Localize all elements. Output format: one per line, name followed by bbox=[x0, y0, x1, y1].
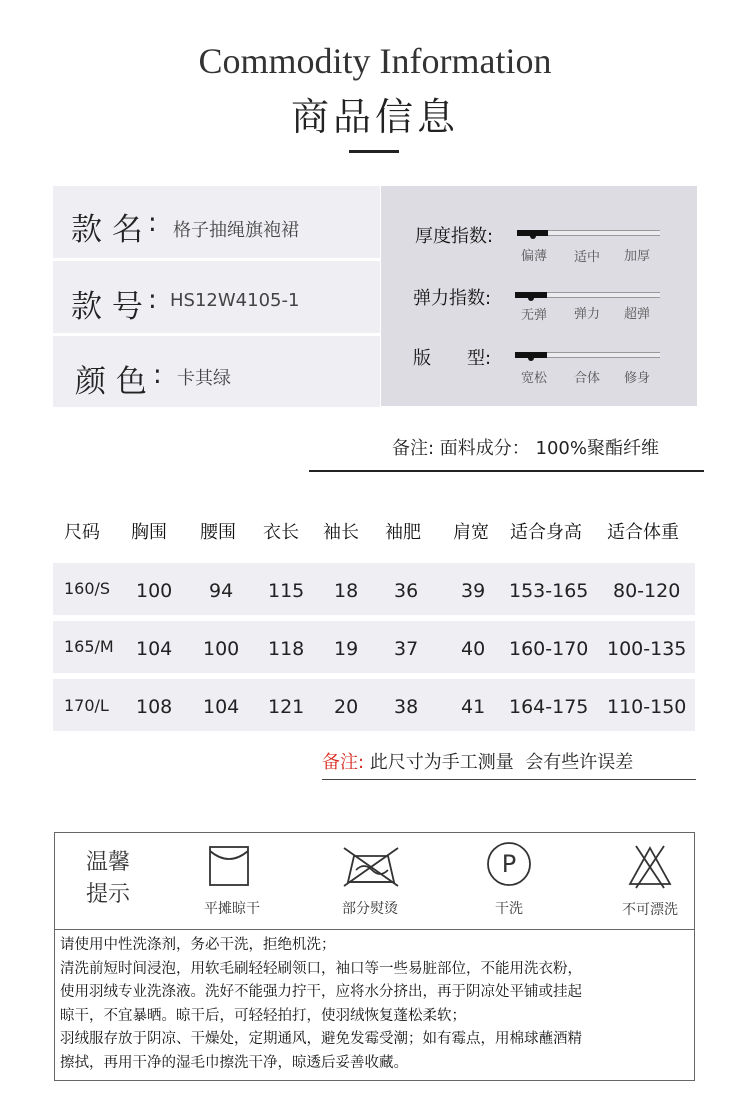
size-remark-text: 此尺寸为手工测量 会有些许误差 bbox=[364, 752, 634, 773]
care-tips-title-line2: 提示 bbox=[86, 882, 131, 907]
table-cell: 170/L bbox=[64, 696, 109, 715]
gauge-label-fit: 版 型: bbox=[413, 348, 492, 369]
gauge-marker bbox=[530, 233, 536, 239]
dry-clean-icon bbox=[485, 840, 533, 888]
style-no-value: HS12W4105-1 bbox=[170, 290, 300, 311]
color-label: 颜 色 bbox=[75, 364, 147, 400]
care-instruction-line: 擦拭，再用干净的湿毛巾擦洗干净，晾透后妥善收藏。 bbox=[60, 1054, 408, 1071]
gauge-tick: 弹力 bbox=[574, 307, 601, 322]
gauge-tick: 修身 bbox=[624, 371, 651, 386]
fabric-remark-underline bbox=[309, 470, 704, 472]
size-remark bbox=[322, 748, 633, 774]
table-cell: 20 bbox=[334, 696, 359, 718]
table-header: 肩宽 bbox=[453, 522, 489, 543]
gauge-tick: 无弹 bbox=[521, 308, 548, 323]
style-name-value: 格子抽绳旗袍裙 bbox=[173, 220, 299, 241]
size-remark-underline bbox=[322, 779, 696, 780]
gauge-marker bbox=[528, 295, 534, 301]
care-instruction-line: 请使用中性洗涤剂，务必干洗，拒绝机洗； bbox=[60, 937, 336, 953]
table-cell: 19 bbox=[334, 638, 359, 660]
care-instruction-line: 清洗前短时间浸泡，用软毛刷轻轻刷领口，袖口等一些易脏部位，不能用洗衣粉， bbox=[60, 960, 582, 977]
style-no-label: 款 号 bbox=[71, 289, 143, 325]
color-value: 卡其绿 bbox=[177, 368, 231, 389]
table-header: 尺码 bbox=[64, 522, 100, 543]
table-cell: 40 bbox=[461, 638, 486, 660]
table-cell: 100 bbox=[136, 580, 173, 602]
gauge-marker bbox=[528, 355, 534, 361]
care-tips-title-line1: 温馨 bbox=[86, 850, 131, 875]
table-header: 袖肥 bbox=[385, 522, 421, 543]
table-header: 适合体重 bbox=[607, 522, 679, 543]
flat-dry-icon bbox=[208, 845, 250, 887]
table-cell: 160-170 bbox=[509, 638, 589, 660]
table-cell: 153-165 bbox=[509, 580, 589, 602]
table-cell: 121 bbox=[268, 696, 305, 718]
table-cell: 165/M bbox=[64, 637, 114, 656]
gauge-label-elasticity: 弹力指数: bbox=[413, 288, 492, 309]
care-icon-label: 平摊晾干 bbox=[204, 901, 260, 917]
care-instruction-line: 使用羽绒专业洗涤液。洗好不能强力拧干，应将水分挤出，再于阴凉处平铺或挂起 bbox=[60, 984, 582, 1000]
gauge-tick: 偏薄 bbox=[521, 249, 548, 264]
table-cell: 37 bbox=[394, 638, 419, 660]
gauge-track-thickness bbox=[517, 230, 660, 236]
gauge-tick: 合体 bbox=[574, 371, 601, 386]
fit-gauge-panel bbox=[381, 186, 697, 406]
table-header: 袖长 bbox=[323, 522, 359, 543]
partial-iron-icon bbox=[342, 846, 400, 888]
gauge-track-elasticity bbox=[515, 292, 660, 298]
table-cell: 39 bbox=[461, 580, 486, 602]
style-name-colon: : bbox=[148, 208, 157, 238]
table-header: 适合身高 bbox=[510, 522, 582, 543]
info-row-style-name bbox=[53, 186, 380, 258]
table-cell: 108 bbox=[136, 696, 173, 718]
care-icon-label: 部分熨烫 bbox=[342, 901, 398, 917]
style-name-label: 款 名 bbox=[71, 212, 143, 248]
table-cell: 100-135 bbox=[607, 638, 687, 660]
table-cell: 38 bbox=[394, 696, 419, 718]
title-english: Commodity Information bbox=[198, 41, 552, 81]
size-remark-prefix: 备注: bbox=[322, 752, 365, 773]
table-cell: 80-120 bbox=[613, 580, 681, 602]
table-cell: 41 bbox=[461, 696, 486, 718]
info-row-color bbox=[53, 336, 380, 407]
info-row-style-no bbox=[53, 261, 380, 333]
table-cell: 104 bbox=[203, 696, 240, 718]
care-icon-label: 干洗 bbox=[495, 901, 523, 917]
table-cell: 115 bbox=[268, 580, 305, 602]
color-colon: : bbox=[153, 360, 162, 390]
care-icon-label: 不可漂洗 bbox=[622, 902, 678, 918]
fabric-remark: 备注: 面料成分： 100%聚酯纤维 bbox=[392, 438, 659, 459]
care-instructions bbox=[60, 934, 692, 1075]
table-cell: 94 bbox=[209, 580, 234, 602]
table-cell: 118 bbox=[268, 638, 305, 660]
gauge-label-thickness: 厚度指数: bbox=[415, 226, 494, 247]
svg-text:P: P bbox=[501, 850, 517, 878]
care-instruction-line: 晾干，不宜暴晒。晾干后，可轻轻拍打，使羽绒恢复蓬松柔软； bbox=[60, 1007, 466, 1024]
table-header: 腰围 bbox=[200, 522, 236, 543]
table-cell: 160/S bbox=[64, 579, 111, 598]
table-header: 衣长 bbox=[263, 522, 299, 543]
title-chinese: 商品信息 bbox=[290, 95, 459, 139]
table-cell: 164-175 bbox=[509, 696, 589, 718]
no-bleach-icon bbox=[626, 844, 674, 890]
style-no-colon: : bbox=[148, 285, 157, 315]
care-instruction-line: 羽绒服存放于阴凉、干燥处，定期通风，避免发霉受潮；如有霉点，用棉球蘸酒精 bbox=[60, 1031, 582, 1047]
gauge-tick: 适中 bbox=[574, 250, 601, 265]
gauge-tick: 超弹 bbox=[624, 307, 651, 322]
table-cell: 110-150 bbox=[607, 696, 687, 718]
table-cell: 100 bbox=[203, 638, 240, 660]
table-cell: 18 bbox=[334, 580, 359, 602]
table-header: 胸围 bbox=[131, 522, 167, 543]
table-cell: 36 bbox=[394, 580, 419, 602]
care-tips-divider bbox=[55, 929, 694, 930]
title-underline bbox=[349, 150, 399, 153]
gauge-tick: 宽松 bbox=[521, 371, 548, 386]
gauge-tick: 加厚 bbox=[624, 249, 651, 264]
table-cell: 104 bbox=[136, 638, 173, 660]
gauge-track-fit bbox=[515, 352, 660, 358]
